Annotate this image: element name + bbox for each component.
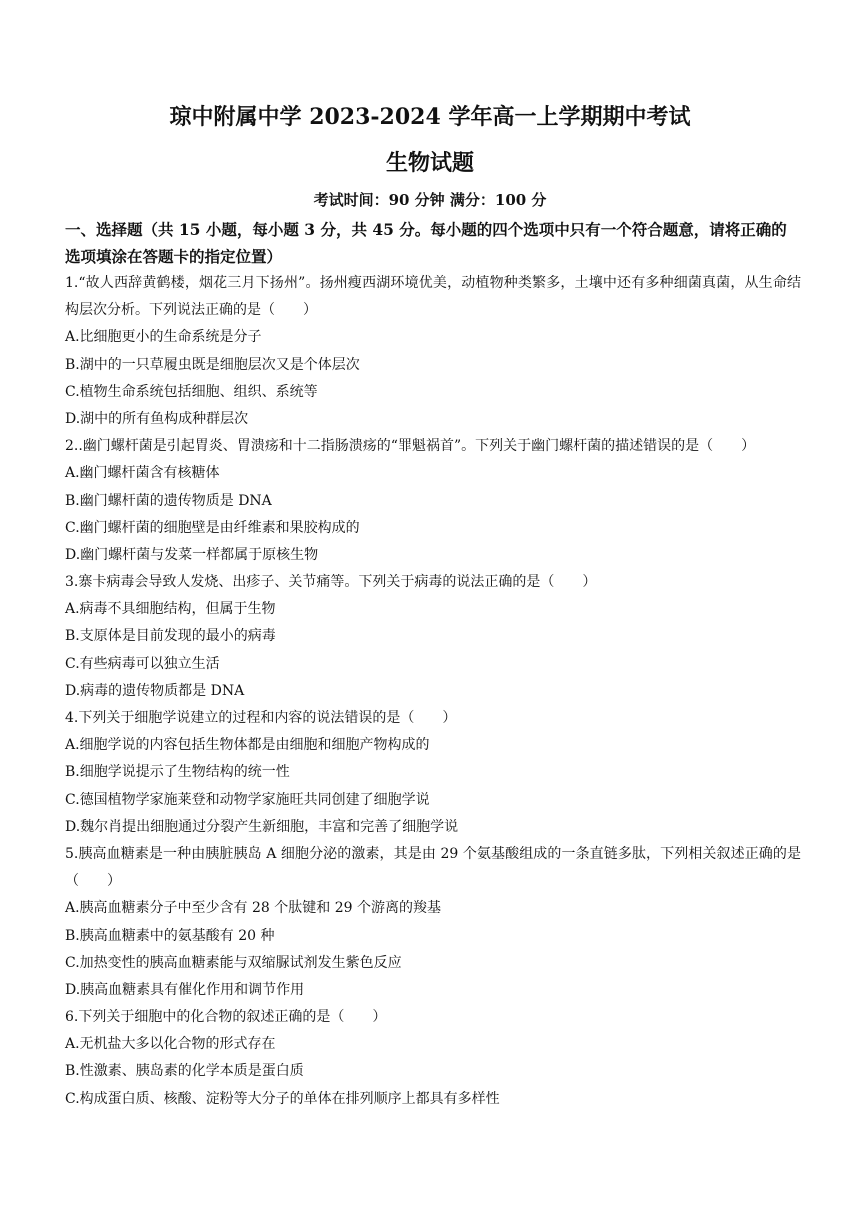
question-6-stem: 6.下列关于细胞中的化合物的叙述正确的是（ ） bbox=[65, 1009, 387, 1026]
section-heading: 一、选择题（共 15 小题，每小题 3 分，共 45 分。每小题的四个选项中只有一个符合题意，请将正确的选项填涂在答题卡的指定位置） bbox=[65, 220, 787, 266]
question-3-option-c: C.有些病毒可以独立生活 bbox=[65, 655, 220, 672]
question-1-option-a: A.比细胞更小的生命系统是分子 bbox=[65, 329, 262, 346]
question-4-stem: 4.下列关于细胞学说建立的过程和内容的说法错误的是（ ） bbox=[65, 710, 457, 727]
question-5-option-c: C.加热变性的胰高血糖素能与双缩脲试剂发生紫色反应 bbox=[65, 954, 402, 971]
question-2-option-b: B.幽门螺杆菌的遗传物质是 DNA bbox=[65, 492, 272, 509]
question-2-option-c: C.幽门螺杆菌的细胞壁是由纤维素和果胶构成的 bbox=[65, 519, 360, 536]
question-2-option-a: A.幽门螺杆菌含有核糖体 bbox=[65, 465, 220, 482]
question-1-option-c: C.植物生命系统包括细胞、组织、系统等 bbox=[65, 383, 318, 400]
question-6-option-c: C.构成蛋白质、核酸、淀粉等大分子的单体在排列顺序上都具有多样性 bbox=[65, 1090, 500, 1107]
question-6-option-a: A.无机盐大多以化合物的形式存在 bbox=[65, 1036, 276, 1053]
question-3-option-b: B.支原体是目前发现的最小的病毒 bbox=[65, 628, 276, 645]
question-1-stem: 1.“故人西辞黄鹤楼，烟花三月下扬州”。扬州瘦西湖环境优美，动植物种类繁多，土壤中还有多种细菌真菌，从生命结构层次分析。下列说法正确的是（ ） bbox=[65, 275, 801, 319]
subject-title: 生物试题 bbox=[385, 150, 474, 176]
exam-info: 考试时间：90 分钟 满分：100 分 bbox=[313, 191, 547, 209]
question-2-stem: 2..幽门螺杆菌是引起胃炎、胃溃疡和十二指肠溃疡的“罪魁祸首”。下列关于幽门螺杆菌的描述错误的是（ ） bbox=[65, 438, 756, 455]
question-1-option-d: D.湖中的所有鱼构成种群层次 bbox=[65, 410, 249, 427]
question-list bbox=[65, 270, 801, 1113]
question-4-option-a: A.细胞学说的内容包括生物体都是由细胞和细胞产物构成的 bbox=[65, 737, 430, 754]
question-1-option-b: B.湖中的一只草履虫既是细胞层次又是个体层次 bbox=[65, 356, 360, 373]
question-5-option-d: D.胰高血糖素具有催化作用和调节作用 bbox=[65, 981, 305, 998]
exam-title: 琼中附属中学 2023-2024 学年高一上学期期中考试 bbox=[169, 104, 691, 130]
question-2-option-d: D.幽门螺杆菌与发菜一样都属于原核生物 bbox=[65, 546, 319, 563]
question-4-option-d: D.魏尔肖提出细胞通过分裂产生新细胞，丰富和完善了细胞学说 bbox=[65, 818, 459, 835]
question-3-option-a: A.病毒不具细胞结构，但属于生物 bbox=[65, 601, 276, 618]
question-4-option-b: B.细胞学说提示了生物结构的统一性 bbox=[65, 764, 290, 781]
question-6-option-b: B.性激素、胰岛素的化学本质是蛋白质 bbox=[65, 1063, 304, 1080]
question-5-stem: 5.胰高血糖素是一种由胰脏胰岛 A 细胞分泌的激素，其是由 29 个氨基酸组成的一条直链多肽，下列相关叙述正确的是（ ） bbox=[65, 845, 801, 890]
question-3-option-d: D.病毒的遗传物质都是 DNA bbox=[65, 682, 245, 699]
question-5-option-a: A.胰高血糖素分子中至少含有 28 个肽键和 29 个游离的羧基 bbox=[65, 900, 441, 917]
question-5-option-b: B.胰高血糖素中的氨基酸有 20 种 bbox=[65, 927, 275, 944]
question-4-option-c: C.德国植物学家施莱登和动物学家施旺共同创建了细胞学说 bbox=[65, 791, 430, 808]
question-3-stem: 3.寨卡病毒会导致人发烧、出疹子、关节痛等。下列关于病毒的说法正确的是（ ） bbox=[65, 574, 597, 591]
